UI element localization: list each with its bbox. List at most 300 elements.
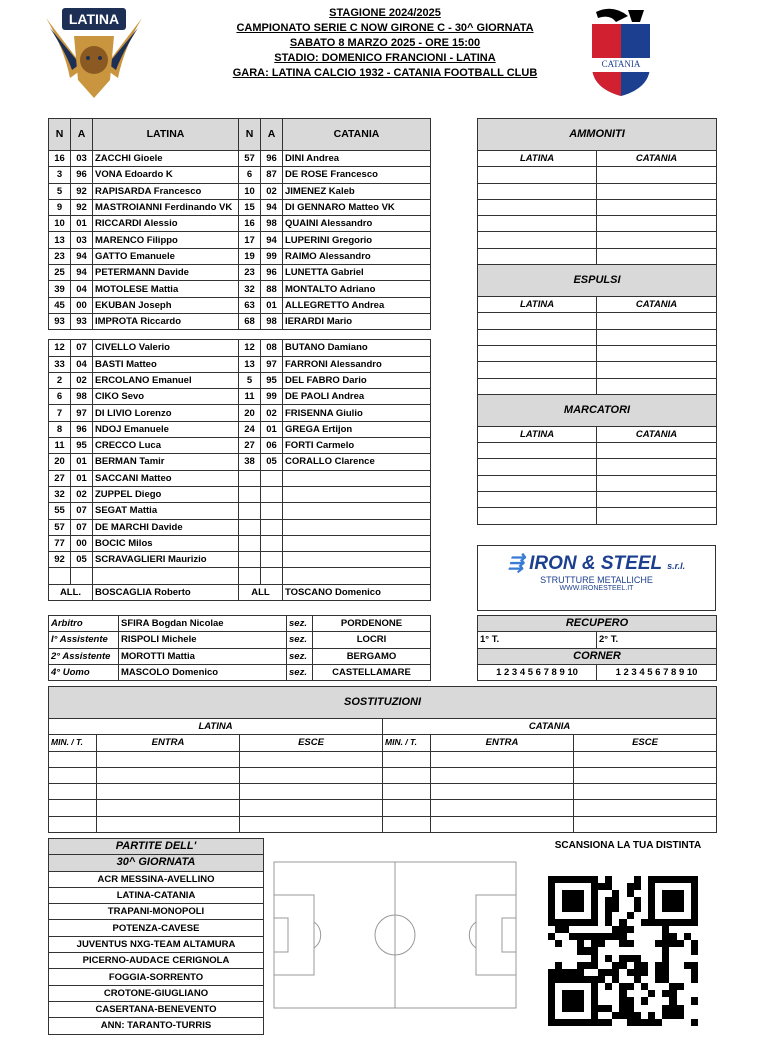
qr-module xyxy=(591,962,598,969)
home-player-name: ZUPPEL Diego xyxy=(93,486,239,502)
starters-list xyxy=(49,151,431,330)
away-number xyxy=(239,535,261,551)
substitution-cell xyxy=(383,784,431,800)
away-number: 19 xyxy=(239,248,261,264)
substitution-row xyxy=(49,816,717,832)
qr-module xyxy=(691,897,698,904)
qr-module xyxy=(591,969,598,976)
official-row xyxy=(49,616,431,632)
qr-module xyxy=(569,976,576,983)
away-year xyxy=(261,470,283,486)
qr-module xyxy=(655,883,662,890)
qr-module xyxy=(691,969,698,976)
away-number: 6 xyxy=(239,167,261,183)
substitution-cell xyxy=(240,784,383,800)
away-player-name: FARRONI Alessandro xyxy=(283,356,431,372)
away-player-name xyxy=(283,552,431,568)
qr-module xyxy=(577,1005,584,1012)
qr-module xyxy=(612,897,619,904)
qr-module xyxy=(662,955,669,962)
qr-module xyxy=(691,947,698,954)
qr-module xyxy=(569,940,576,947)
qr-module xyxy=(655,890,662,897)
marcatori-catania: CATANIA xyxy=(597,426,717,442)
matchday-row xyxy=(49,887,264,903)
qr-module xyxy=(669,983,676,990)
qr-module xyxy=(562,955,569,962)
qr-module xyxy=(548,890,555,897)
qr-module xyxy=(577,976,584,983)
qr-module xyxy=(655,912,662,919)
qr-module xyxy=(612,1019,619,1026)
qr-module xyxy=(691,912,698,919)
qr-module xyxy=(641,976,648,983)
qr-module xyxy=(691,955,698,962)
qr-module xyxy=(669,926,676,933)
qr-module xyxy=(584,997,591,1004)
qr-module xyxy=(684,1019,691,1026)
home-player-name: MARENCO Filippo xyxy=(93,232,239,248)
qr-module xyxy=(598,1005,605,1012)
qr-module xyxy=(569,883,576,890)
away-number: 5 xyxy=(239,372,261,388)
qr-module xyxy=(562,997,569,1004)
qr-module xyxy=(677,905,684,912)
home-number: 25 xyxy=(49,265,71,281)
qr-module xyxy=(577,962,584,969)
home-number: 12 xyxy=(49,340,71,356)
qr-module xyxy=(598,919,605,926)
home-number: 92 xyxy=(49,552,71,568)
matchday-match: FOGGIA-SORRENTO xyxy=(49,969,264,985)
qr-module xyxy=(627,947,634,954)
away-number: 63 xyxy=(239,297,261,313)
qr-module xyxy=(655,897,662,904)
qr-module xyxy=(641,897,648,904)
catania-logo-text: CATANIA xyxy=(601,59,641,69)
qr-module xyxy=(684,962,691,969)
qr-module xyxy=(669,890,676,897)
qr-module xyxy=(634,969,641,976)
away-player-name: ALLEGRETTO Andrea xyxy=(283,297,431,313)
away-year xyxy=(261,552,283,568)
matchday-match: TRAPANI-MONOPOLI xyxy=(49,904,264,920)
qr-module xyxy=(634,997,641,1004)
qr-module xyxy=(634,976,641,983)
matchday-match: LATINA-CATANIA xyxy=(49,887,264,903)
away-year xyxy=(261,486,283,502)
qr-module xyxy=(627,976,634,983)
home-number: 23 xyxy=(49,248,71,264)
qr-module xyxy=(562,876,569,883)
qr-module xyxy=(634,905,641,912)
player-row xyxy=(49,519,431,535)
matchday-title-1: PARTITE DELL' xyxy=(49,839,264,855)
qr-module xyxy=(612,883,619,890)
qr-module xyxy=(655,947,662,954)
subs-esce-away: ESCE xyxy=(574,735,717,751)
qr-module xyxy=(684,926,691,933)
coach-label-home: ALL. xyxy=(49,584,93,600)
away-year: 95 xyxy=(261,372,283,388)
qr-module xyxy=(605,905,612,912)
substitution-cell xyxy=(574,767,717,783)
qr-module xyxy=(591,997,598,1004)
qr-module xyxy=(684,976,691,983)
qr-module xyxy=(641,883,648,890)
home-number: 77 xyxy=(49,535,71,551)
qr-module xyxy=(677,1012,684,1019)
qr-module xyxy=(555,1005,562,1012)
qr-module xyxy=(562,1005,569,1012)
home-number: 33 xyxy=(49,356,71,372)
qr-module xyxy=(605,983,612,990)
player-row xyxy=(49,313,431,329)
qr-module xyxy=(562,940,569,947)
qr-module xyxy=(555,969,562,976)
qr-module xyxy=(662,883,669,890)
qr-module xyxy=(562,933,569,940)
qr-module xyxy=(655,1012,662,1019)
match-date: SABATO 8 MARZO 2025 - ORE 15:00 xyxy=(289,37,481,49)
qr-module xyxy=(619,926,626,933)
sponsor-logo: ⇶ IRON & STEEL s.r.l. xyxy=(507,553,686,574)
qr-module xyxy=(677,890,684,897)
qr-module xyxy=(562,947,569,954)
qr-module xyxy=(691,890,698,897)
away-player-name: FORTI Carmelo xyxy=(283,438,431,454)
qr-module xyxy=(569,969,576,976)
qr-module xyxy=(669,919,676,926)
player-row xyxy=(49,503,431,519)
home-year: 92 xyxy=(71,199,93,215)
home-player-name: BOCIC Milos xyxy=(93,535,239,551)
espulsi-latina: LATINA xyxy=(478,297,597,313)
qr-module xyxy=(669,997,676,1004)
home-team-header: LATINA xyxy=(93,119,239,151)
espulsi-header: ESPULSI xyxy=(478,265,717,297)
away-player-name: BUTANO Damiano xyxy=(283,340,431,356)
qr-module xyxy=(584,969,591,976)
qr-module xyxy=(605,955,612,962)
qr-module xyxy=(584,1012,591,1019)
qr-module xyxy=(605,897,612,904)
coach-away: TOSCANO Domenico xyxy=(283,584,431,600)
away-number xyxy=(239,503,261,519)
col-a: A xyxy=(71,119,93,151)
match-name: GARA: LATINA CALCIO 1932 - CATANIA FOOTBALL CLUB xyxy=(232,67,538,79)
player-row xyxy=(49,151,431,167)
home-number: 32 xyxy=(49,486,71,502)
qr-module xyxy=(627,990,634,997)
home-year: 04 xyxy=(71,356,93,372)
away-player-name: LUPERINI Gregorio xyxy=(283,232,431,248)
qr-module xyxy=(648,1019,655,1026)
matchday-row xyxy=(49,985,264,1001)
qr-module xyxy=(605,1019,612,1026)
qr-module xyxy=(577,947,584,954)
qr-module xyxy=(577,1019,584,1026)
home-year: 92 xyxy=(71,183,93,199)
home-player-name: RICCARDI Alessio xyxy=(93,216,239,232)
qr-module xyxy=(641,926,648,933)
qr-module xyxy=(627,919,634,926)
qr-module xyxy=(619,955,626,962)
qr-module xyxy=(591,926,598,933)
away-player-name xyxy=(283,519,431,535)
home-number: 13 xyxy=(49,232,71,248)
qr-module xyxy=(605,919,612,926)
coach-home: BOSCAGLIA Roberto xyxy=(93,584,239,600)
qr-module xyxy=(655,905,662,912)
qr-module xyxy=(669,1012,676,1019)
qr-module xyxy=(619,947,626,954)
matchday-row xyxy=(49,953,264,969)
qr-module xyxy=(605,1005,612,1012)
home-number xyxy=(49,568,71,584)
qr-module xyxy=(662,912,669,919)
qr-module xyxy=(612,990,619,997)
away-number xyxy=(239,486,261,502)
substitution-cell xyxy=(431,800,574,816)
lineups-header-row xyxy=(49,119,431,151)
matchday-match: PICERNO-AUDACE CERIGNOLA xyxy=(49,953,264,969)
matchday-row xyxy=(49,871,264,887)
qr-module xyxy=(684,983,691,990)
qr-module xyxy=(677,912,684,919)
substitution-cell xyxy=(240,816,383,832)
player-row xyxy=(49,281,431,297)
qr-module xyxy=(691,905,698,912)
qr-module xyxy=(562,890,569,897)
qr-module xyxy=(627,912,634,919)
substitution-cell xyxy=(97,784,240,800)
qr-module xyxy=(598,926,605,933)
home-number: 20 xyxy=(49,454,71,470)
latina-logo xyxy=(44,8,144,103)
qr-module xyxy=(577,997,584,1004)
qr-module xyxy=(655,1019,662,1026)
qr-module xyxy=(598,883,605,890)
subs-min-home: MIN. / T. xyxy=(49,735,97,751)
qr-module xyxy=(641,940,648,947)
qr-module xyxy=(577,983,584,990)
recupero-second: 2° T. xyxy=(597,632,717,648)
matchday-match: ACR MESSINA-AVELLINO xyxy=(49,871,264,887)
qr-module xyxy=(634,890,641,897)
qr-module xyxy=(648,969,655,976)
lineups-table xyxy=(48,118,431,601)
qr-module xyxy=(548,905,555,912)
qr-module xyxy=(577,940,584,947)
qr-module xyxy=(677,940,684,947)
qr-module xyxy=(669,955,676,962)
qr-module xyxy=(555,983,562,990)
qr-module xyxy=(605,890,612,897)
official-role: 2° Assistente xyxy=(49,648,119,664)
substitution-cell xyxy=(49,816,97,832)
qr-module xyxy=(691,1019,698,1026)
home-year: 01 xyxy=(71,470,93,486)
substitution-cell xyxy=(383,816,431,832)
away-number xyxy=(239,470,261,486)
qr-module xyxy=(569,912,576,919)
qr-module xyxy=(691,883,698,890)
qr-module xyxy=(584,933,591,940)
qr-module xyxy=(548,876,555,883)
qr-module xyxy=(684,912,691,919)
qr-module xyxy=(662,1005,669,1012)
qr-code[interactable] xyxy=(548,876,698,1026)
matchday-match: ANN: TARANTO-TURRIS xyxy=(49,1018,264,1034)
qr-module xyxy=(619,933,626,940)
player-row xyxy=(49,372,431,388)
qr-module xyxy=(677,897,684,904)
substitution-cell xyxy=(431,751,574,767)
qr-module xyxy=(669,962,676,969)
qr-module xyxy=(584,1019,591,1026)
substitution-cell xyxy=(383,751,431,767)
official-name: MASCOLO Domenico xyxy=(119,664,287,680)
qr-module xyxy=(584,940,591,947)
qr-module xyxy=(684,890,691,897)
qr-module xyxy=(648,919,655,926)
matchday-row xyxy=(49,904,264,920)
qr-module xyxy=(669,947,676,954)
player-row xyxy=(49,389,431,405)
qr-module xyxy=(605,940,612,947)
away-number: 27 xyxy=(239,438,261,454)
qr-module xyxy=(634,1012,641,1019)
substitution-cell xyxy=(383,767,431,783)
qr-module xyxy=(634,912,641,919)
qr-module xyxy=(555,876,562,883)
home-player-name: BASTI Matteo xyxy=(93,356,239,372)
qr-module xyxy=(562,883,569,890)
qr-module xyxy=(577,926,584,933)
qr-module xyxy=(569,876,576,883)
home-number: 57 xyxy=(49,519,71,535)
home-number: 9 xyxy=(49,199,71,215)
away-player-name: DI GENNARO Matteo VK xyxy=(283,199,431,215)
qr-module xyxy=(584,912,591,919)
qr-module xyxy=(627,962,634,969)
away-year: 87 xyxy=(261,167,283,183)
qr-module xyxy=(555,897,562,904)
qr-module xyxy=(627,1012,634,1019)
away-number: 24 xyxy=(239,421,261,437)
qr-module xyxy=(612,976,619,983)
substitution-cell xyxy=(574,784,717,800)
qr-module xyxy=(548,969,555,976)
qr-module xyxy=(598,905,605,912)
qr-module xyxy=(591,876,598,883)
home-player-name: CIKO Sevo xyxy=(93,389,239,405)
away-player-name: DE PAOLI Andrea xyxy=(283,389,431,405)
qr-module xyxy=(598,912,605,919)
qr-module xyxy=(612,926,619,933)
qr-module xyxy=(619,1012,626,1019)
qr-module xyxy=(641,876,648,883)
matchday-row xyxy=(49,969,264,985)
qr-module xyxy=(627,933,634,940)
qr-module xyxy=(619,962,626,969)
qr-module xyxy=(584,947,591,954)
away-player-name xyxy=(283,503,431,519)
home-year: 02 xyxy=(71,372,93,388)
home-player-name: ZACCHI Gioele xyxy=(93,151,239,167)
qr-module xyxy=(648,933,655,940)
col-n: N xyxy=(239,119,261,151)
qr-module xyxy=(612,947,619,954)
qr-module xyxy=(634,940,641,947)
qr-module xyxy=(634,983,641,990)
qr-module xyxy=(669,897,676,904)
qr-module xyxy=(684,969,691,976)
qr-module xyxy=(555,883,562,890)
home-player-name: PETERMANN Davide xyxy=(93,265,239,281)
qr-module xyxy=(577,1012,584,1019)
qr-module xyxy=(591,912,598,919)
qr-module xyxy=(662,940,669,947)
home-number: 55 xyxy=(49,503,71,519)
qr-module xyxy=(605,962,612,969)
qr-module xyxy=(598,940,605,947)
qr-module xyxy=(591,1019,598,1026)
qr-module xyxy=(641,947,648,954)
qr-module xyxy=(634,1019,641,1026)
subs-home-team: LATINA xyxy=(49,719,383,735)
qr-module xyxy=(548,1019,555,1026)
substitution-cell xyxy=(49,800,97,816)
home-player-name: DI LIVIO Lorenzo xyxy=(93,405,239,421)
qr-module xyxy=(555,947,562,954)
qr-module xyxy=(555,933,562,940)
qr-module xyxy=(662,990,669,997)
subs-min-away: MIN. / T. xyxy=(383,735,431,751)
official-row xyxy=(49,664,431,680)
official-name: RISPOLI Michele xyxy=(119,632,287,648)
qr-module xyxy=(648,990,655,997)
qr-module xyxy=(584,955,591,962)
official-name: SFIRA Bogdan Nicolae xyxy=(119,616,287,632)
qr-module xyxy=(655,997,662,1004)
qr-module xyxy=(591,890,598,897)
home-year: 07 xyxy=(71,519,93,535)
qr-module xyxy=(648,940,655,947)
qr-module xyxy=(627,890,634,897)
qr-module xyxy=(555,926,562,933)
qr-module xyxy=(669,912,676,919)
qr-module xyxy=(641,912,648,919)
substitution-cell xyxy=(240,767,383,783)
qr-module xyxy=(569,1019,576,1026)
substitution-cell xyxy=(383,800,431,816)
home-year: 96 xyxy=(71,167,93,183)
qr-module xyxy=(562,969,569,976)
subs-entra-away: ENTRA xyxy=(431,735,574,751)
away-year: 05 xyxy=(261,454,283,470)
catania-logo xyxy=(588,8,654,98)
lineups-gap xyxy=(49,330,431,340)
qr-module xyxy=(569,933,576,940)
home-year: 01 xyxy=(71,216,93,232)
qr-module xyxy=(548,1012,555,1019)
qr-module xyxy=(677,926,684,933)
sponsor-tagline: STRUTTURE METALLICHE xyxy=(540,575,653,585)
qr-module xyxy=(634,990,641,997)
qr-module xyxy=(662,997,669,1004)
